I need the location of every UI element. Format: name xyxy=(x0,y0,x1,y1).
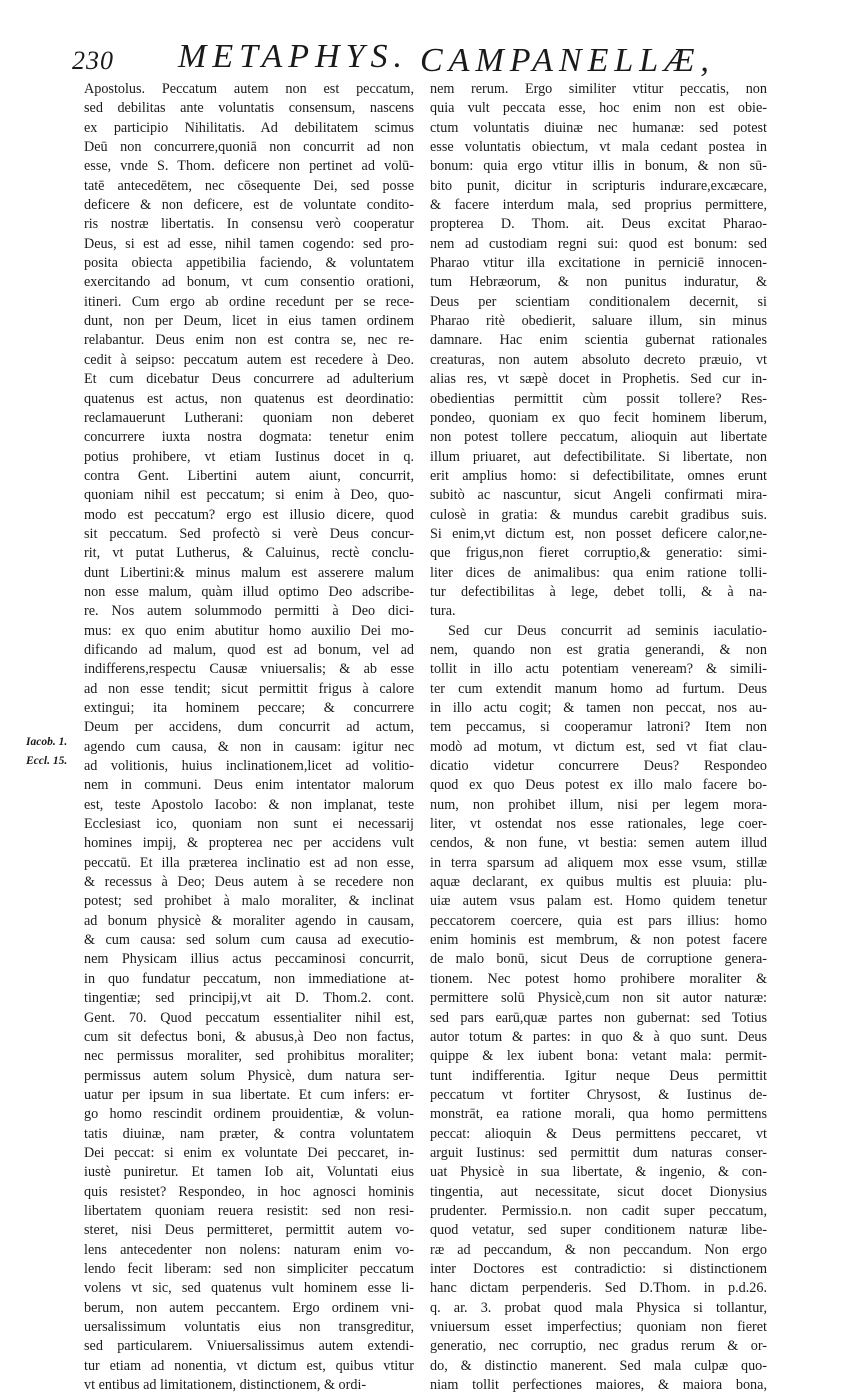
text-line: erit amplius homo: si defectibilitate, omnes erunt xyxy=(430,467,767,484)
text-line: quod vetatur, sed super conditionem naturæ libe- xyxy=(430,1222,767,1239)
page-number: 230 xyxy=(72,46,114,75)
text-line: Ecclesiast ico, quoniam non sunt ei necessarij xyxy=(84,816,414,833)
text-line: que frigus,non fieret corruptio,& generatio: simi- xyxy=(430,545,767,562)
text-line: uiæ autem vsus palam est. Homo quidem tenetur xyxy=(430,893,767,910)
right-text-column xyxy=(430,80,767,1395)
text-line: uat Physicè in sua libertate, & ingenio, & con- xyxy=(430,1164,767,1181)
text-line: dicatio videtur concurrere Deus? Respondeo xyxy=(430,758,767,775)
text-line: uersalissimum voluntatis eius non transgreditur, xyxy=(84,1319,414,1335)
text-line: Si enim,vt dictum est, non posset deficere calor,ne- xyxy=(430,525,767,542)
text-line: est, teste Apostolo Iacobo: & non implanat, teste xyxy=(84,796,414,813)
text-line: ter cum extendit manum homo ad furtum. Deus xyxy=(430,680,767,697)
text-line: sed debilitas ante voluntatis consensum, nascens xyxy=(84,100,414,117)
text-line: sed pars earū,quæ partes non gubernat: sed Totius xyxy=(430,1009,767,1026)
text-line: re. Nos autem solummodo permitti à Deo dici- xyxy=(84,603,414,620)
text-line: quatenus est actus, non quatenus est deordinatio: xyxy=(84,390,414,407)
text-line: culosè in gratia: & mundus carebit gradibus suis. xyxy=(430,506,767,523)
text-line: iustè puniretur. Et tamen Iob ait, Voluntati eius xyxy=(84,1164,414,1181)
text-line: cedit à seipso: peccatum autem est recedere à Deo. xyxy=(84,351,414,368)
text-line: steret, nisi Deus permitteret, permittit autem vo- xyxy=(84,1222,414,1239)
text-line: bito punit, dicitur in scripturis indurare,excæcare, xyxy=(430,177,767,194)
text-line: in quo fundatur peccatum, non immediatione at- xyxy=(84,970,414,987)
text-line: Deus per scientiam conditionalem decernit, si xyxy=(430,293,767,310)
text-line: in illo actu cogit; & tamen non peccat, nos au- xyxy=(430,700,767,716)
text-line: Deum per accidens, dum concurrit ad actum, xyxy=(84,719,414,736)
text-line: dificando ad malum, quod est ad bonum, vel ad xyxy=(84,641,414,658)
text-line: nem rerum. Ergo similiter vtitur peccatis, non xyxy=(430,81,767,97)
text-line: tingentiæ; sed principij,vt ait D. Thom.2. cont. xyxy=(84,990,414,1007)
text-line: & cum causa: sed solum cum causa ad executio- xyxy=(84,932,414,949)
text-line: Gent. 70. Quod peccatum essentialiter nihil est, xyxy=(84,1009,414,1026)
text-line: in terra sparsum ad aliquem mox esse vsum, stillæ xyxy=(430,854,767,871)
text-line: tura. xyxy=(430,603,456,620)
text-line: tatis diuinæ, nam præter, & contra voluntatem xyxy=(84,1125,414,1142)
text-line: arguit Iustinus: sed permittit dum naturas conser- xyxy=(430,1144,767,1161)
text-line: Deus, si est ad esse, nihil tamen cogendo: sed pro- xyxy=(84,235,414,252)
text-line: rit, vt putat Lutherus, & Caluinus, rectè conclu- xyxy=(84,545,414,562)
running-title-left: METAPHYS. xyxy=(178,38,408,75)
text-line: quia vult peccata esse, hoc enim non est obie- xyxy=(430,100,767,117)
text-line: contra Gent. Libertini autem aiunt, concurrit, xyxy=(84,467,414,484)
text-line: potius prohibere, vt etiam Iustinus docet in q. xyxy=(84,448,414,465)
text-line: cendos, & non fune, vt bestia: semen autem illud xyxy=(430,835,767,852)
text-line: ex participio Nihilitatis. Ad debilitatem scimus xyxy=(84,119,414,136)
text-line: niam tollit perfectiones maiores, & maiora bona, xyxy=(430,1377,767,1394)
text-line: subitò ac nascuntur, sicut Angeli confirmati mira- xyxy=(430,487,767,504)
text-line: Apostolus. Peccatum autem non est peccatum, xyxy=(84,81,414,97)
text-line: homines impij, & propterea nec per accidens vult xyxy=(84,835,414,852)
text-line: reclamauerunt Lutherani: quoniam non deberet xyxy=(84,409,414,426)
text-line: modò ad motum, vt dictum est, sed vt fiat clau- xyxy=(430,738,767,755)
text-line: libertatem quoniam reuera resistit: sed non resi- xyxy=(84,1202,414,1219)
text-line: esse, vnde S. Thom. deficere non pertinet ad volū- xyxy=(84,158,414,175)
text-line: sed particularem. Vniuersalissimus autem extendi- xyxy=(84,1338,414,1355)
text-line: ad volitionis, huius inclinationem,licet ad volitio- xyxy=(84,758,414,775)
text-line: dunt, non per Deum, licet in eius tamen ordinem xyxy=(84,313,414,330)
text-line: creaturas, non autem absoluto decreto præuio, vt xyxy=(430,351,767,368)
text-line: vniuersum esset imperfectius; quoniam non fieret xyxy=(430,1319,767,1335)
margin-notes xyxy=(26,733,82,772)
text-line: itineri. Cum ergo ab ordine recedunt per se rece- xyxy=(84,293,414,310)
text-line: potest; sed prohibet à malo moraliter, & inclinat xyxy=(84,893,414,910)
text-line: agendo cum causa, & non in causam: igitur nec xyxy=(84,738,414,755)
text-line: permittere solū Physicè,cum non sit autor naturæ: xyxy=(430,990,767,1007)
text-line: hanc dictam perpenderis. Sed D.Thom. in p.d.26. xyxy=(430,1280,767,1297)
text-line: alias res, vt sæpè docet in Prophetis. Sed cur in- xyxy=(430,371,767,388)
text-line: peccatū. Et illa præterea inclinatio est ad non esse, xyxy=(84,854,414,871)
text-line: lens antecedenter non nolens: naturam enim vo- xyxy=(84,1241,414,1258)
text-line: posita obiecta appetibilia faciendo, & voluntatem xyxy=(84,255,414,272)
text-line: monstrāt, ea ratione morali, qua homo permittens xyxy=(430,1106,767,1123)
text-line: inter Doctores est contradictio: si distinctionem xyxy=(430,1260,767,1277)
text-line: ad non esse tendit; sicut permittit frigus à calore xyxy=(84,680,414,697)
text-line: tollit in illo actu potentiam veneream? & simili- xyxy=(430,661,767,678)
text-line: extingui; ita hominem peccare; & concurrere xyxy=(84,700,414,716)
text-line: non esse malum, quàm illud optimo Deo adscribe- xyxy=(84,583,414,600)
text-line: tum Hebræorum, & non punitus induratur, & xyxy=(430,274,767,291)
text-line: quoniam nihil est peccatum; si enim à Deo, quo- xyxy=(84,487,414,504)
margin-note: Iacob. 1. xyxy=(26,736,68,748)
text-line: indifferens,respectu Causæ vniuersalis; & ab esse xyxy=(84,661,414,678)
text-line: peccat: alioquin & Deus permittens peccaret, vt xyxy=(430,1125,767,1142)
margin-note: Eccl. 15. xyxy=(26,755,68,768)
text-line: tur etiam ad nonentia, vt dictum est, quibus vtitur xyxy=(84,1357,414,1374)
text-line: tur defectibilitas à lege, debet tolli, & à na- xyxy=(430,583,767,600)
text-line: tunt indifferentia. Igitur neque Deus permittit xyxy=(430,1067,767,1084)
text-line: tionem. Nec potest homo prohibere moraliter & xyxy=(430,970,767,987)
text-line: aquæ declarant, ex quibus multis est pluuia: plu- xyxy=(430,874,767,891)
text-line: uatur per ipsum in sua libertate. Et cum infers: er- xyxy=(84,1086,414,1103)
text-line: autor totum & partes: in quo & à quo sunt. Deus xyxy=(430,1028,767,1045)
text-line: quis resistet? Respondeo, in hoc agnosci hominis xyxy=(84,1183,414,1200)
text-line: mus: ex quo enim abutitur homo auxilio Dei mo- xyxy=(84,622,414,639)
text-line: cum sit defectus boni, & abusus,à Deo non factus, xyxy=(84,1028,414,1045)
text-line: bonum: quia ergo vtitur illis in bonum, & non sū- xyxy=(430,158,767,175)
text-line: vt entibus ad limitationem, distinctionem, & ordi- xyxy=(84,1377,367,1394)
text-line: Deū non concurrere,quoniā non concurrit ad non xyxy=(84,139,414,156)
text-line: Dei peccat: si enim ex voluntate Dei peccaret, in- xyxy=(84,1144,414,1161)
text-line: damnare. Hac enim scientia gubernat rationales xyxy=(430,332,767,349)
text-line: Pharao vtitur illa excitatione in perniciē innocen- xyxy=(430,255,767,272)
text-line: non potest tollere peccatum, alioquin aut libertate xyxy=(430,429,767,446)
text-line: lendo fecit liberam: sed non simpliciter peccatum xyxy=(84,1260,414,1277)
text-line: do, & distinctio manerent. Sed mala culpæ quo- xyxy=(430,1357,767,1374)
text-line: nem, quando non est gratia generandi, & non xyxy=(430,641,767,658)
text-line: nem in communi. Deus enim intentator malorum xyxy=(84,777,414,794)
text-line: exercitando ad bonum, vt cum consentio orationi, xyxy=(84,274,414,291)
text-line: volens vt sic, sed quatenus vult hominem esse li- xyxy=(84,1280,414,1297)
page-header xyxy=(70,28,790,78)
text-line: relabantur. Deus enim non est contra se, nec re- xyxy=(84,332,414,349)
text-line: tatē antecedētem, nec cōsequente Dei, sed posse xyxy=(84,177,414,194)
text-line: ad bonum physicè & moraliter agendo in causam, xyxy=(84,912,414,929)
text-line: Sed cur Deus concurrit ad seminis iaculatio- xyxy=(448,622,767,639)
text-line: liter, vt ostendat nos esse rationales, lege coer- xyxy=(430,816,767,833)
text-line: nem ad custodiam regni sui: quod est bonum: sed xyxy=(430,235,767,252)
text-line: & facere interdum mala, sed proprius permittere, xyxy=(430,197,767,214)
text-line: ræ ad peccandum, & non peccandum. Non ergo xyxy=(430,1241,767,1258)
text-line: obedientias permittit cùm possit tollere? Res- xyxy=(430,390,767,407)
text-line: Pharao ritè obedierit, saluare illum, sin minus xyxy=(430,313,767,330)
text-line: go homo rescindit ordinem prouidentiæ, & volun- xyxy=(84,1106,414,1123)
text-line: Et cum dicebatur Deus concurrere ad adulterium xyxy=(84,371,414,388)
text-line: ris nostræ libertatis. In consensu verò cooperatur xyxy=(84,216,414,233)
text-line: tingentia, aut necessitate, sicut docet Dionysius xyxy=(430,1183,767,1200)
text-line: propterea D. Thom. ait. Deus excitat Pharao- xyxy=(430,216,767,233)
text-line: concurrere iuxta nostra dogmata: tenetur enim xyxy=(84,429,414,446)
text-line: permissus autem solum Physicè, dum natura ser- xyxy=(84,1067,414,1084)
text-line: nec permissus moraliter, sed prohibitus moraliter; xyxy=(84,1048,414,1065)
text-line: pondeo, quoniam ex quo fecit hominem liberum, xyxy=(430,409,767,426)
text-line: generatio, nec corruptio, nec gradus rerum & or- xyxy=(430,1338,767,1355)
text-line: ctum voluntatis diuinæ nec humanæ: sed potest xyxy=(430,119,767,136)
text-line: illum priuaret, aut defectibilitate. Si libertate, non xyxy=(430,448,767,465)
text-line: q. ar. 3. probat quod mala Physica si tollantur, xyxy=(430,1299,767,1316)
text-line: berum, non autem peccantem. Ergo ordinem vni- xyxy=(84,1299,414,1316)
text-line: deficere & non deficere, est de voluntate condito- xyxy=(84,197,414,214)
running-title-right: CAMPANELLÆ, xyxy=(420,42,715,79)
text-line: modo est peccatum? ergo est illusio dicere, quod xyxy=(84,506,414,523)
text-line: sit peccatum. Sed profectò si verè Deus concur- xyxy=(84,525,414,542)
text-line: num, non prohibet illum, nisi per legem mora- xyxy=(430,796,767,813)
text-line: dunt Libertini:& minus malum est asserere malum xyxy=(84,564,414,581)
text-line: & recessus à Deo; Deus autem à se recedere non xyxy=(84,874,414,891)
text-line: de malo bonū, sicut Deus de corruptione genera- xyxy=(430,951,767,968)
text-line: peccatum vt fortiter Chrysost, & Iustinus de- xyxy=(430,1086,767,1103)
text-line: prudenter. Permissio.n. non cadit super peccatum, xyxy=(430,1202,767,1219)
text-line: quod ex quo Deus potest ex illo malo facere bo- xyxy=(430,777,767,794)
text-line: tem peccamus, si cooperamur latroni? Item non xyxy=(430,719,767,736)
text-line: peccatorem coercere, quia est pars illius: homo xyxy=(430,912,767,929)
left-text-column xyxy=(84,80,414,1395)
text-line: liter dices de animalibus: qua enim ratione tolli- xyxy=(430,564,767,581)
text-line: nem Physicam illius actus peccaminosi concurrit, xyxy=(84,951,414,968)
text-line: enim hominis est membrum, & non potest facere xyxy=(430,932,767,949)
text-line: esse voluntatis obiectum, vt mala cedant postea in xyxy=(430,139,767,156)
text-line: quippe & lex iubent bona: vetant mala: permit- xyxy=(430,1048,767,1065)
